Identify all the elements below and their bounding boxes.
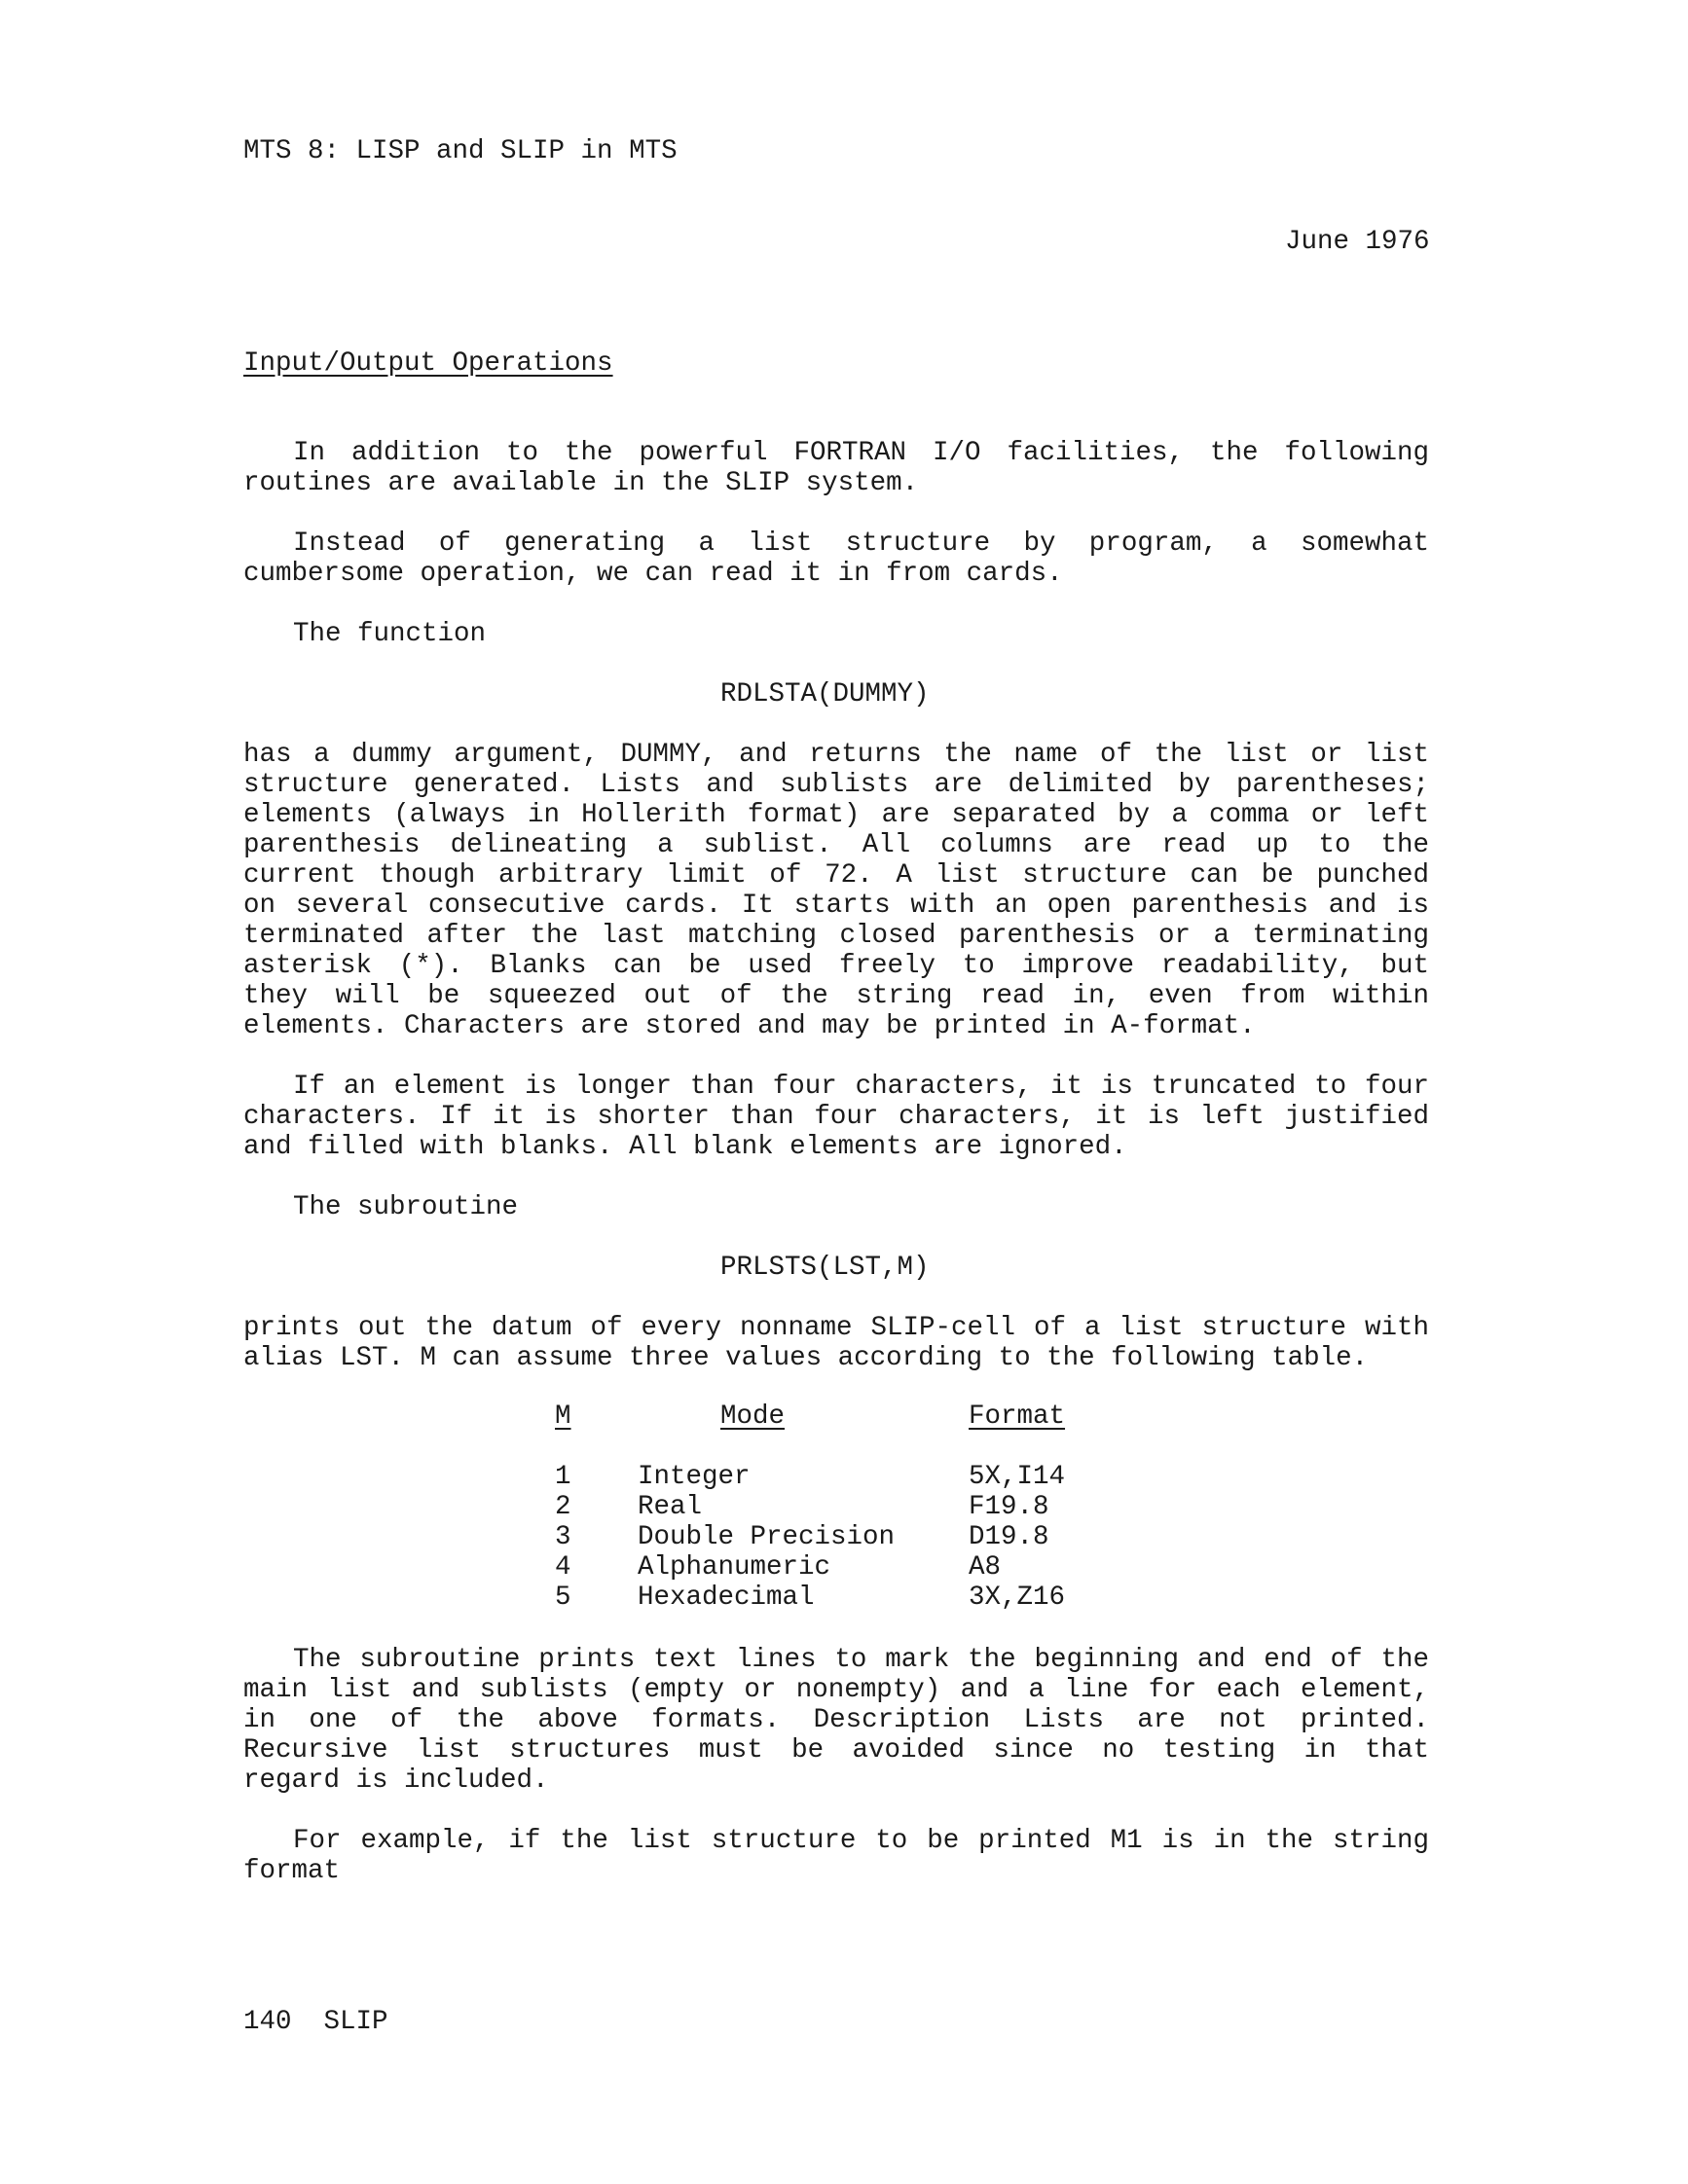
table-cell-format: 5X,I14 (969, 1462, 1066, 1492)
table-cell-format: D19.8 (969, 1522, 1049, 1552)
table-header-format: Format (969, 1401, 1066, 1432)
paragraph-truncation (243, 1072, 1429, 1162)
paragraph-subroutine-intro (243, 1192, 1429, 1222)
paragraph-rdlsta-description (243, 740, 1429, 1041)
page-footer: 140 SLIP (243, 2007, 388, 2037)
text-line: elements (always in Hollerith format) are separated by a comma or left (243, 800, 1429, 830)
table-cell-mode: Alphanumeric (638, 1552, 831, 1583)
paragraph-function-intro (243, 619, 1429, 649)
table-cell-m: 5 (555, 1583, 571, 1613)
text-line: structure generated. Lists and sublists are delimited by parentheses; (243, 770, 1429, 800)
text-line: The subroutine (293, 1192, 519, 1222)
text-line: regard is included. (243, 1765, 549, 1796)
text-line: terminated after the last matching closed parenthesis or a terminating (243, 921, 1429, 951)
text-line: format (243, 1856, 341, 1886)
text-line: For example, if the list structure to be printed M1 is in the string (293, 1826, 1429, 1856)
table-header-mode: Mode (720, 1401, 786, 1432)
table-cell-mode: Hexadecimal (638, 1583, 815, 1613)
text-line: has a dummy argument, DUMMY, and returns the name of the list or list (243, 740, 1429, 770)
table-cell-m: 4 (555, 1552, 571, 1583)
running-title: MTS 8: LISP and SLIP in MTS (243, 136, 678, 166)
code-rdlsta: RDLSTA(DUMMY) (720, 679, 930, 710)
paragraph-example (243, 1826, 1429, 1886)
text-line: characters. If it is shorter than four characters, it is left justified (243, 1102, 1429, 1132)
text-line: they will be squeezed out of the string read in, even from within (243, 981, 1429, 1011)
text-line: The function (293, 619, 487, 649)
table-cell-mode: Integer (638, 1462, 751, 1492)
text-line: routines are available in the SLIP system. (243, 468, 919, 498)
text-line: In addition to the powerful FORTRAN I/O facilities, the following (293, 438, 1429, 468)
text-line: and filled with blanks. All blank elements are ignored. (243, 1132, 1127, 1162)
code-prlsts: PRLSTS(LST,M) (720, 1253, 930, 1283)
table-header-m: M (555, 1401, 571, 1432)
text-line: cumbersome operation, we can read it in from cards. (243, 559, 1063, 589)
paragraph-subroutine-output (243, 1645, 1429, 1796)
text-line: on several consecutive cards. It starts with an open parenthesis and is (243, 891, 1429, 921)
text-line: The subroutine prints text lines to mark the beginning and end of the (293, 1645, 1429, 1675)
table-cell-mode: Real (638, 1492, 703, 1522)
text-line: main list and sublists (empty or nonempty) and a line for each element, (243, 1675, 1429, 1705)
paragraph-reading-cards (243, 528, 1429, 589)
text-line: Instead of generating a list structure by program, a somewhat (293, 528, 1429, 559)
text-line: parenthesis delineating a sublist. All columns are read up to the (243, 830, 1429, 860)
text-line: current though arbitrary limit of 72. A list structure can be punched (243, 860, 1429, 891)
publication-date: June 1976 (1285, 227, 1430, 257)
table-cell-m: 2 (555, 1492, 571, 1522)
text-line: If an element is longer than four characters, it is truncated to four (293, 1072, 1429, 1102)
paragraph-prlsts-description (243, 1313, 1429, 1373)
table-cell-m: 3 (555, 1522, 571, 1552)
section-title: Input/Output Operations (243, 348, 613, 379)
text-line: asterisk (*). Blanks can be used freely to improve readability, but (243, 951, 1429, 981)
table-cell-mode: Double Precision (638, 1522, 896, 1552)
table-cell-format: 3X,Z16 (969, 1583, 1066, 1613)
text-line: alias LST. M can assume three values according to the following table. (243, 1343, 1369, 1373)
text-line: elements. Characters are stored and may be printed in A-format. (243, 1011, 1256, 1041)
table-cell-format: A8 (969, 1552, 1002, 1583)
paragraph-intro (243, 438, 1429, 498)
text-line: prints out the datum of every nonname SLIP-cell of a list structure with (243, 1313, 1429, 1343)
table-cell-m: 1 (555, 1462, 571, 1492)
table-cell-format: F19.8 (969, 1492, 1049, 1522)
text-line: in one of the above formats. Description Lists are not printed. (243, 1705, 1429, 1735)
text-line: Recursive list structures must be avoided since no testing in that (243, 1735, 1429, 1765)
